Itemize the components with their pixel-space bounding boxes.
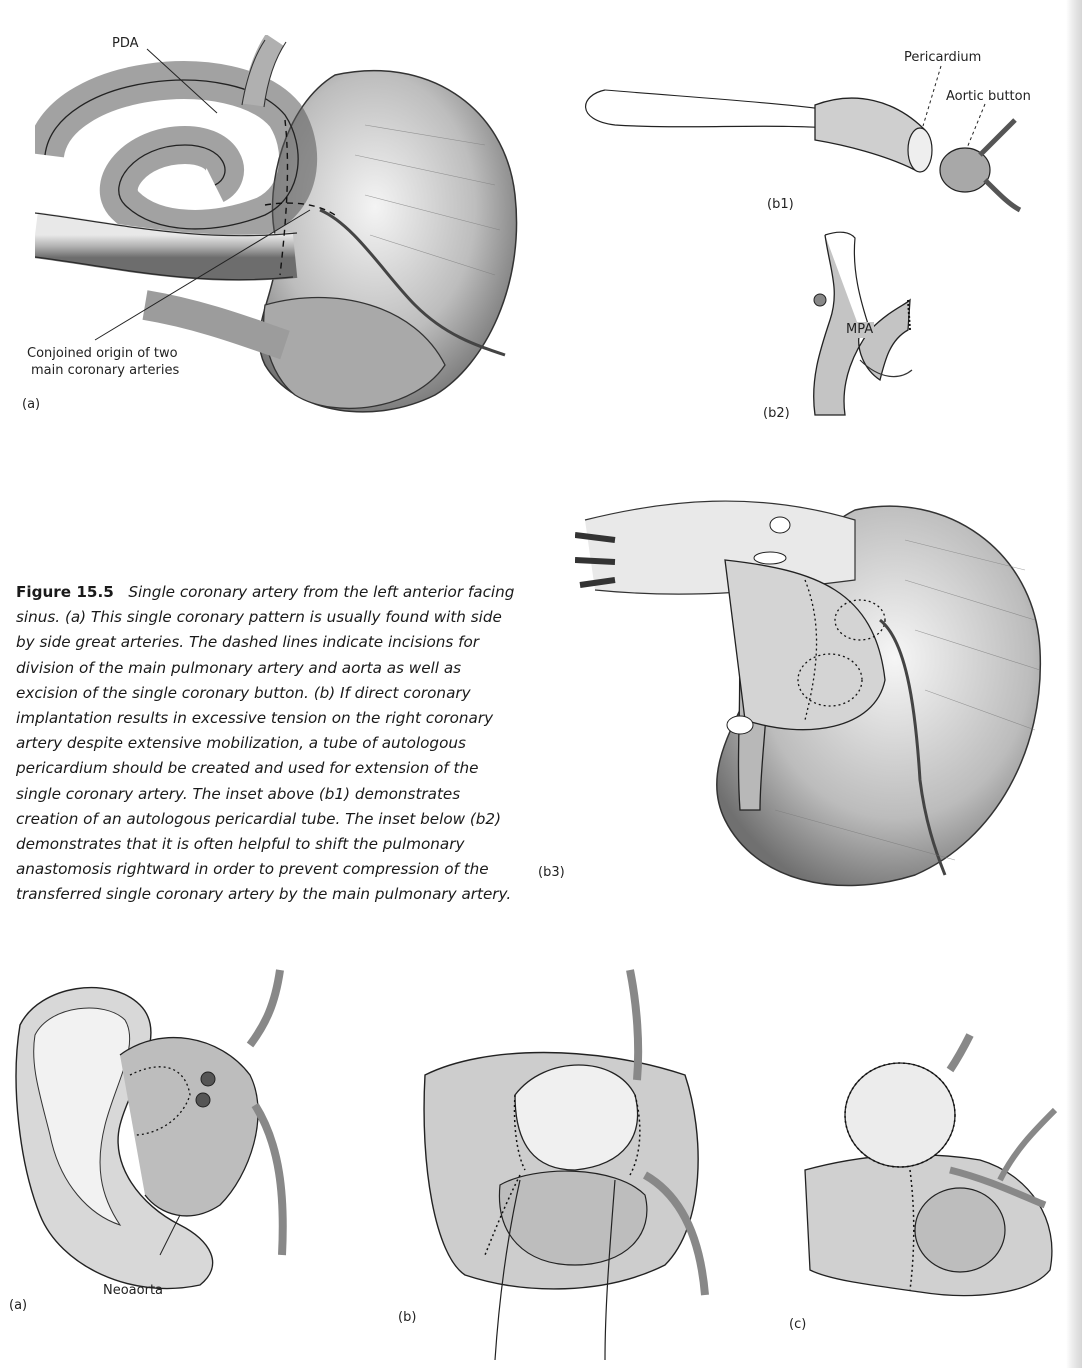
panel-label-c-bottom: (c) bbox=[789, 1317, 807, 1332]
illustration-b3-completed-repair bbox=[575, 480, 1045, 890]
label-conjoined-origin-line2: main coronary arteries bbox=[31, 363, 180, 378]
label-mpa: MPA bbox=[846, 322, 874, 337]
panel-label-a-bottom: (a) bbox=[9, 1298, 28, 1313]
panel-label-b2: (b2) bbox=[763, 406, 790, 421]
panel-label-a-top: (a) bbox=[22, 397, 41, 412]
panel-label-b-bottom: (b) bbox=[398, 1310, 417, 1325]
label-pericardium: Pericardium bbox=[904, 50, 982, 65]
label-neoaorta: Neoaorta bbox=[103, 1283, 164, 1298]
illustration-b1-pericardial-tube bbox=[575, 60, 1045, 220]
label-conjoined-origin-line1: Conjoined origin of two bbox=[27, 346, 178, 361]
label-pda: PDA bbox=[112, 36, 139, 51]
figure-caption-text: Single coronary artery from the left anterior facing sinus. (a) This single coronary pattern is usually found with side by side great arteries. The dashed lines indicate incisions for division of the main pulmonary artery and aorta as well as excision of the single coronary button. (b) If direct coronary implantation results in excessive tension on the right coronary artery despite extensive mobilization, a tube of autologous pericardium should be created and used for extension of the single coronary artery. The inset above (b1) demonstrates creation of an autologous pericardial tube. The inset below (b2) demonstrates that it is often helpful to shift the pulmonary anastomosis rightward in order to prevent compression of the transferred single coronary artery by the main pulmonary artery. bbox=[16, 583, 515, 904]
panel-label-b3: (b3) bbox=[538, 865, 565, 880]
illustration-bottom-b-anastomosis bbox=[405, 965, 735, 1365]
label-aortic-button: Aortic button bbox=[946, 89, 1031, 104]
figure-caption bbox=[16, 580, 521, 908]
illustration-bottom-c-completed bbox=[800, 1030, 1070, 1310]
illustration-bottom-a-neoaorta bbox=[10, 965, 350, 1295]
page-gutter-shadow bbox=[1066, 0, 1082, 1368]
figure-number: Figure 15.5 bbox=[16, 583, 114, 601]
panel-label-b1: (b1) bbox=[767, 197, 794, 212]
